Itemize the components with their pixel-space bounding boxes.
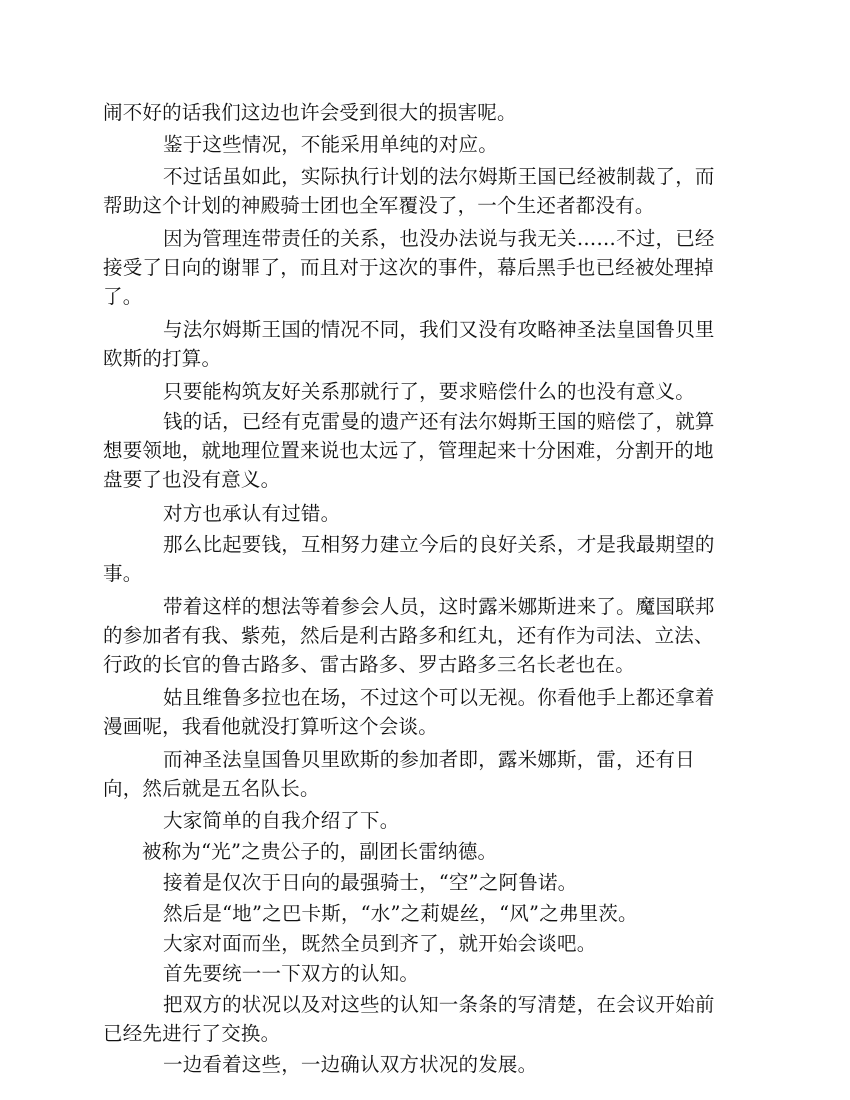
paragraph: [142, 837, 497, 866]
text-line: 然后是“地”之巴卡斯，“水”之莉媞丝，“风”之弗里茨。: [163, 902, 638, 925]
paragraph: [163, 929, 596, 958]
paragraph: [103, 592, 715, 679]
text-line: 一边看着这些，一边确认双方状况的发展。: [163, 1053, 538, 1076]
text-line: 因为管理连带责任的关系，也没办法说与我无关……不过，已经: [163, 227, 715, 250]
text-line: 而神圣法皇国鲁贝里欧斯的参加者即，露米娜斯，雷，还有日: [163, 748, 695, 771]
paragraph: [103, 315, 715, 373]
paragraph: [163, 1050, 537, 1079]
text-line: 大家对面而坐，既然全员到齐了，就开始会谈吧。: [163, 932, 597, 955]
text-line: 行政的长官的鲁古路多、雷古路多、罗古路多三名长老也在。: [103, 653, 635, 676]
text-line: 与法尔姆斯王国的情况不同，我们又没有攻略神圣法皇国鲁贝里: [163, 318, 715, 341]
text-line: 大家简单的自我介绍了下。: [163, 809, 400, 832]
paragraph: [103, 745, 695, 803]
paragraph: [103, 162, 715, 220]
paragraph: [103, 683, 715, 741]
paragraph: [103, 530, 715, 588]
text-line: 帮助这个计划的神殿骑士团也全军覆没了，一个生还者都没有。: [103, 194, 655, 217]
paragraph: [163, 377, 695, 406]
text-line: 向，然后就是五名队长。: [103, 777, 320, 800]
text-line: 接着是仅次于日向的最强骑士，“空”之阿鲁诺。: [163, 871, 578, 894]
text-line: 已经先进行了交换。: [103, 1022, 281, 1045]
paragraph: [103, 990, 715, 1048]
text-line: 事。: [103, 562, 143, 585]
text-line: 钱的话，已经有克雷曼的遗产还有法尔姆斯王国的赔偿了，就算: [163, 410, 715, 433]
text-line: 不过话虽如此，实际执行计划的法尔姆斯王国已经被制裁了，而: [163, 165, 715, 188]
paragraph: [163, 899, 638, 928]
text-line: 那么比起要钱，互相努力建立今后的良好关系，才是我最期望的: [163, 533, 715, 556]
text-line: 带着这样的想法等着参会人员，这时露米娜斯进来了。魔国联邦: [163, 595, 715, 618]
text-line: 了。: [103, 285, 143, 308]
text-line: 盘要了也没有意义。: [103, 468, 281, 491]
text-line: 鉴于这些情况，不能采用单纯的对应。: [163, 133, 498, 156]
text-line: 把双方的状况以及对这些的认知一条条的写清楚，在会议开始前: [163, 993, 715, 1016]
text-line: 只要能构筑友好关系那就行了，要求赔偿什么的也没有意义。: [163, 380, 695, 403]
paragraph: [163, 806, 399, 835]
text-line: 闹不好的话我们这边也许会受到很大的损害呢。: [103, 101, 517, 124]
text-line: 被称为“光”之贵公子的，副团长雷纳德。: [142, 840, 498, 863]
paragraph: [103, 224, 715, 311]
paragraph: [163, 959, 419, 988]
text-line: 漫画呢，我看他就没打算听这个会谈。: [103, 715, 438, 738]
text-line: 想要领地，就地理位置来说也太远了，管理起来十分困难，分割开的地: [103, 439, 714, 462]
paragraph: [103, 407, 715, 494]
text-line: 的参加者有我、紫苑，然后是利古路多和红丸，还有作为司法、立法、: [103, 624, 714, 647]
paragraph: [103, 98, 517, 127]
text-line: 姑且维鲁多拉也在场，不过这个可以无视。你看他手上都还拿着: [163, 686, 715, 709]
text-line: 欧斯的打算。: [103, 347, 222, 370]
paragraph: [163, 499, 340, 528]
text-line: 首先要统一一下双方的认知。: [163, 962, 420, 985]
text-line: 接受了日向的谢罪了，而且对于这次的事件，幕后黑手也已经被处理掉: [103, 256, 714, 279]
text-line: 对方也承认有过错。: [163, 502, 341, 525]
paragraph: [163, 130, 498, 159]
paragraph: [163, 868, 577, 897]
